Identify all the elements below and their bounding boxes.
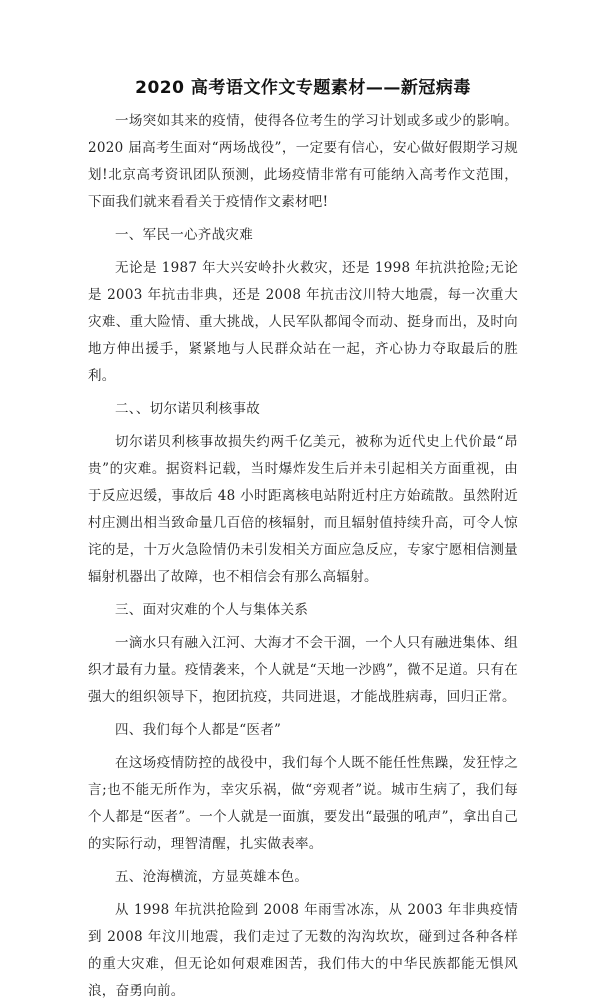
section-2: [88, 396, 518, 591]
section-heading: 四、我们每个人都是“医者”: [115, 722, 282, 738]
section-heading: 三、面对灾难的个人与集体关系: [115, 602, 309, 618]
section-heading: 一、军民一心齐战灾难: [115, 227, 253, 243]
section-body: 无论是 1987 年大兴安岭扑火救灾，还是 1998 年抗洪抢险;无论是 2003 年抗击非典，还是 2008 年抗击汶川特大地震，每一次重大灾难、重大险情、重大挑战，人民军队都闻令而动、挺身而出，及时向地方伸出援手，紧紧地与人民群众站在一起，齐心协力夺取最后的胜利。: [88, 260, 518, 384]
section-body: 从 1998 年抗洪抢险到 2008 年雨雪冰冻，从 2003 年非典疫情到 2008 年汶川地震，我们走过了无数的沟沟坎坎，碰到过各种各样的重大灾难，但无论如何艰难困苦，我们伟大的中华民族都能无惧风浪，奋勇向前。: [88, 902, 518, 999]
page-title: 2020 高考语文作文专题素材——新冠病毒: [135, 78, 471, 98]
section-4: [88, 717, 518, 858]
section-1: [88, 222, 518, 390]
intro-paragraph: 一场突如其来的疫情，使得各位考生的学习计划或多或少的影响。2020 届高考生面对“两场战役”，一定要有信心，安心做好假期学习规划!北京高考资讯团队预测，此场疫情非常有可能纳入高考作文范围，下面我们就来看看关于疫情作文素材吧!: [88, 113, 518, 210]
section-body: 切尔诺贝利核事故损失约两千亿美元，被称为近代史上代价最“昂贵”的灾难。据资料记载，当时爆炸发生后并未引起相关方面重视，由于反应迟缓，事故后 48 小时距离核电站附近村庄方始疏散。虽然附近村庄测出相当致命量几百倍的核辐射，而且辐射值持续升高，可令人惊诧的是，十万火急险情仍未引发相关方面应急反应，专家宁愿相信测量辐射机器出了故障，也不相信会有那么高辐射。: [88, 434, 518, 585]
section-3: [88, 597, 518, 711]
section-body: 在这场疫情防控的战役中，我们每个人既不能任性焦躁，发狂悖之言;也不能无所作为，幸灾乐祸，做“旁观者”说。城市生病了，我们每个人都是“医者”。一个人就是一面旗，要发出“最强的吼声”，拿出自己的实际行动，理智清醒，扎实做表率。: [88, 755, 518, 852]
section-heading: 五、沧海横流，方显英雄本色。: [115, 869, 309, 885]
section-body: 一滴水只有融入江河、大海才不会干涸，一个人只有融进集体、组织才最有力量。疫情袭来，个人就是“天地一沙鸥”，微不足道。只有在强大的组织领导下，抱团抗疫，共同进退，才能战胜病毒，回归正常。: [88, 635, 518, 705]
section-5: [88, 864, 518, 1005]
section-heading: 二、、切尔诺贝利核事故: [115, 401, 261, 417]
